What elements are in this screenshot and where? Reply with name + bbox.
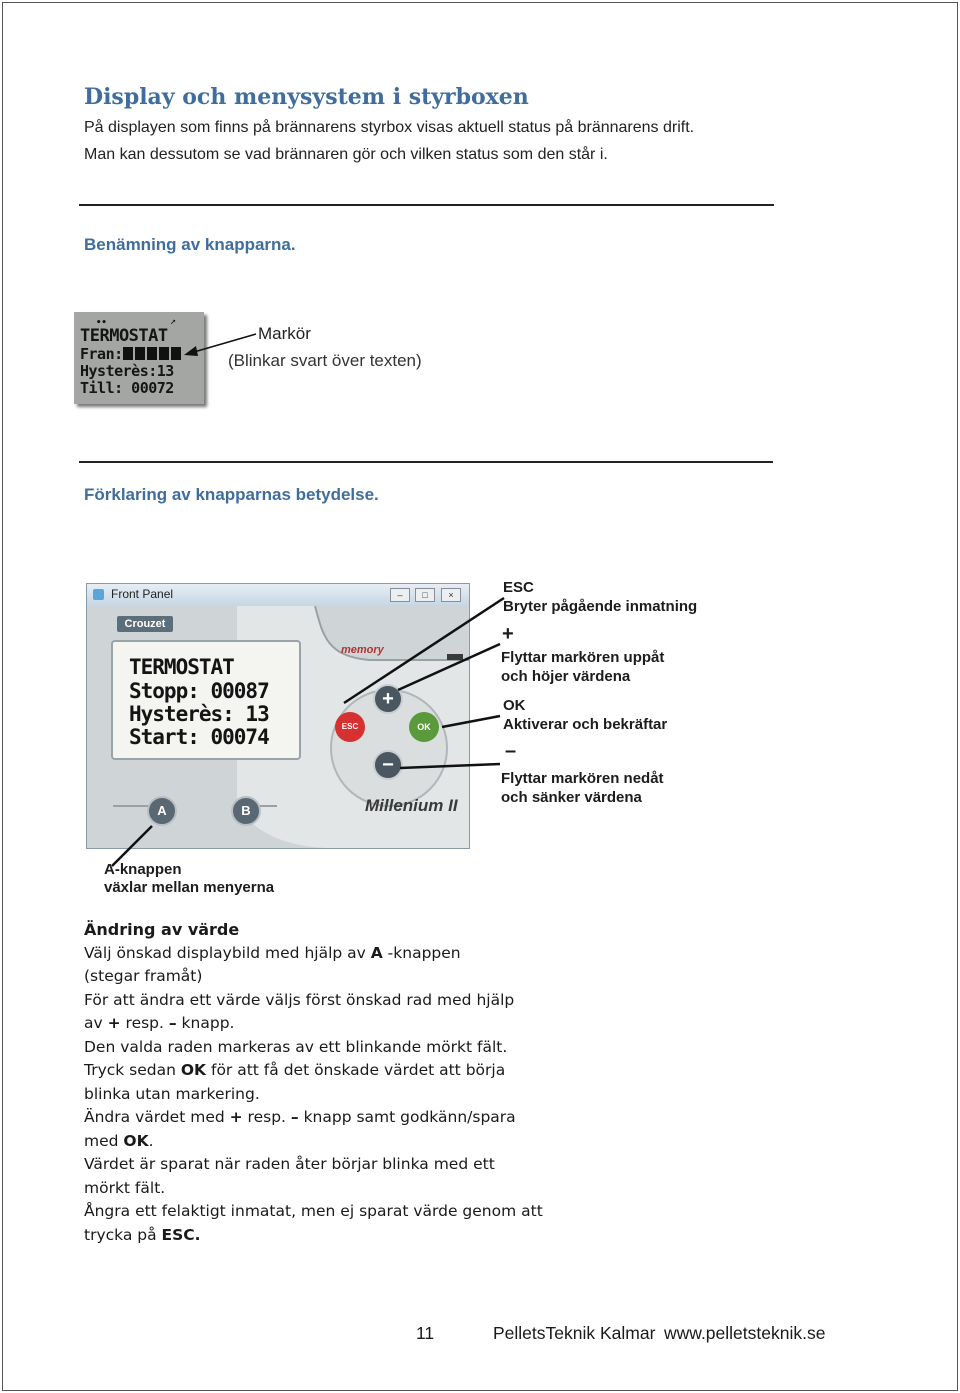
change-line-5: Den valda raden markeras av ett blinkande mörkt fält. <box>84 1038 508 1056</box>
lcd-line-1: TERMOSTAT <box>80 326 168 346</box>
change-line-8: Ändra värdet med + resp. – knapp samt godkänn/spara <box>84 1108 516 1126</box>
lcd-line-4: Till: 00072 <box>80 379 174 397</box>
callout-minus-desc-1: Flyttar markören nedåt <box>501 770 664 787</box>
pointer-ok <box>442 716 500 727</box>
screen-line-3: Hysterès: 13 <box>129 702 269 726</box>
ok-button[interactable]: OK <box>409 712 439 742</box>
change-line-9: med OK. <box>84 1132 154 1150</box>
change-line-3: För att ändra ett värde väljs först önskad rad med hjälp <box>84 991 515 1009</box>
callout-plus-desc-2: och höjer värdena <box>501 668 631 685</box>
cursor-note: (Blinkar svart över texten) <box>228 351 422 370</box>
cursor-label: Markör <box>258 324 311 343</box>
change-line-10: Värdet är sparat när raden åter börjar blinka med ett <box>84 1155 495 1173</box>
callout-a-title: A-knappen <box>104 861 182 878</box>
section-title-buttons: Benämning av knapparna. <box>84 235 296 254</box>
callout-esc-desc: Bryter pågående inmatning <box>503 598 698 615</box>
plus-button[interactable]: + <box>373 684 403 714</box>
pointer-a <box>112 826 152 866</box>
callout-plus-desc-1: Flyttar markören uppåt <box>501 649 665 666</box>
change-section-title: Ändring av värde <box>84 920 240 939</box>
change-line-1: Välj önskad displaybild med hjälp av A -knappen <box>84 944 461 962</box>
callout-minus-title: – <box>505 740 517 762</box>
intro-line-2: Man kan dessutom se vad brännaren gör och vilken status som den står i. <box>84 146 608 163</box>
change-line-11: mörkt fält. <box>84 1179 166 1197</box>
memory-logo: memory <box>341 644 384 656</box>
minus-button[interactable]: − <box>373 750 403 780</box>
pointer-plus <box>398 644 500 690</box>
lcd-indicator-dots: •• <box>96 318 107 328</box>
footer-website[interactable]: www.pelletsteknik.se <box>664 1323 826 1343</box>
change-line-13: trycka på ESC. <box>84 1226 201 1244</box>
change-line-7: blinka utan markering. <box>84 1085 260 1103</box>
lcd-line-2-label: Fran: <box>80 345 123 363</box>
pointer-esc <box>344 598 504 703</box>
panel-window-title: Front Panel <box>111 587 174 601</box>
close-icon[interactable]: × <box>441 588 461 602</box>
change-line-6: Tryck sedan OK för att få det önskade värdet att börja <box>84 1061 506 1079</box>
callout-plus-title: + <box>502 623 514 645</box>
callout-a-desc: växlar mellan menyerna <box>104 879 275 896</box>
a-button[interactable]: A <box>147 796 177 826</box>
callout-esc-title: ESC <box>503 579 534 596</box>
page-number: 11 <box>416 1323 435 1343</box>
screen-line-4: Start: 00074 <box>129 725 269 749</box>
maximize-icon[interactable]: □ <box>415 588 435 602</box>
b-button[interactable]: B <box>231 796 261 826</box>
change-line-2: (stegar framåt) <box>84 967 203 985</box>
callout-ok-title: OK <box>503 697 526 714</box>
change-line-12: Ångra ett felaktigt inmatat, men ej sparat värde genom att <box>84 1202 543 1220</box>
page-title: Display och menysystem i styrboxen <box>84 84 529 110</box>
brand-badge: Crouzet <box>117 616 173 632</box>
model-logo: Millenium II <box>365 796 458 815</box>
footer-company: PelletsTeknik Kalmar <box>493 1323 656 1343</box>
callout-minus-desc-2: och sänker värdena <box>501 789 642 806</box>
change-line-4: av + resp. – knapp. <box>84 1014 235 1032</box>
pointer-minus <box>400 764 500 768</box>
esc-button[interactable]: ESC <box>335 712 365 742</box>
callout-ok-desc: Aktiverar och bekräftar <box>503 716 668 733</box>
minimize-icon[interactable]: – <box>390 588 410 602</box>
lcd-line-3: Hysterès:13 <box>80 362 174 380</box>
screen-line-1: TERMOSTAT <box>129 655 234 679</box>
screen-line-2: Stopp: 00087 <box>129 679 269 703</box>
section-title-explanation: Förklaring av knapparnas betydelse. <box>84 485 379 504</box>
lcd-indicator-arrow: ↗ <box>170 316 177 327</box>
intro-line-1: På displayen som finns på brännarens styrbox visas aktuell status på brännarens drift. <box>84 119 695 136</box>
